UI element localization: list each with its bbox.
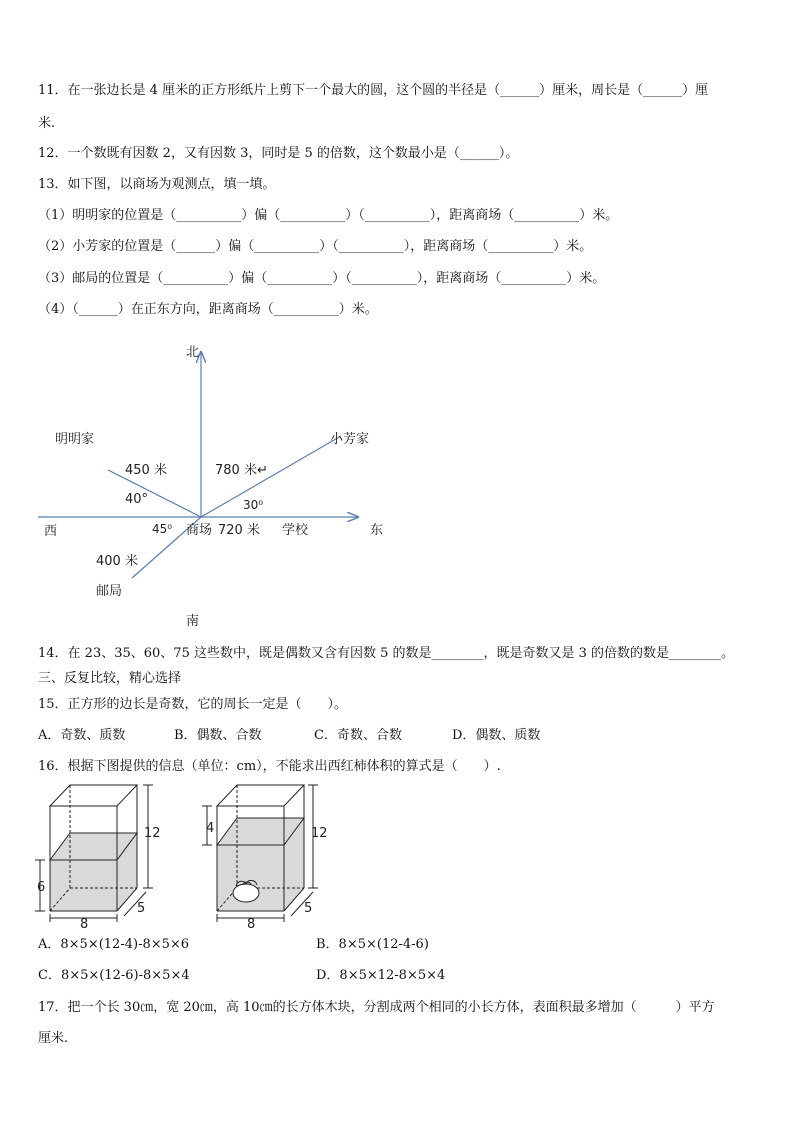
label-d-school: 720 米 — [218, 523, 260, 538]
label-north: 北 — [186, 345, 200, 360]
fig1-water: 6 — [37, 880, 46, 895]
label-d-xiaofang: 780 米↵ — [215, 463, 268, 478]
q16-option-b[interactable]: B．8×5×(12-4-6) — [316, 937, 429, 952]
q14-text: 14．在 23、35、60、75 这些数中，既是偶数又含有因数 5 的数是________，既是奇数又是 3 的倍数的数是________。 — [38, 646, 735, 661]
q11-line1: 11．在一张边长是 4 厘米的正方形纸片上剪下一个最大的圆，这个圆的半径是（______）厘米，周长是（______）厘 — [38, 83, 709, 98]
fig1-width: 8 — [80, 917, 89, 932]
q15-option-d[interactable]: D．偶数、质数 — [452, 728, 541, 743]
label-mall: 商场 — [186, 523, 213, 538]
label-post: 邮局 — [96, 584, 123, 599]
fig2-depth: 5 — [304, 901, 313, 916]
q17-line2: 厘米. — [38, 1031, 69, 1046]
figure-1-cuboid — [35, 785, 161, 932]
q15-stem: 15．正方形的边长是奇数，它的周长一定是（ ）。 — [38, 697, 348, 712]
q11-line2: 米. — [38, 116, 56, 131]
label-west: 西 — [44, 524, 58, 539]
q16-options-row2 — [38, 967, 445, 985]
label-xiaofang: 小芳家 — [330, 432, 370, 447]
section3-title: 三、反复比较，精心选择 — [38, 671, 182, 686]
label-d-mingming: 450 米 — [125, 463, 167, 478]
q12-text: 12．一个数既有因数 2，又有因数 3，同时是 5 的倍数，这个数最小是（______）。 — [38, 146, 519, 161]
label-south: 南 — [186, 614, 200, 629]
q15-option-c[interactable]: C．奇数、合数 — [314, 728, 402, 743]
label-a45: 45⁰ — [152, 522, 173, 536]
q13-sub1: （1）明明家的位置是（__________）偏（__________）（__________），距离商场（__________）米。 — [38, 208, 619, 223]
label-school: 学校 — [282, 523, 309, 538]
fig2-height: 12 — [311, 826, 328, 841]
label-a40: 40° — [125, 492, 149, 507]
fig2-width: 8 — [247, 917, 256, 932]
q15-option-a[interactable]: A．奇数、质数 — [38, 728, 126, 743]
q16-option-d[interactable]: D．8×5×12-8×5×4 — [316, 968, 446, 983]
fig1-depth: 5 — [137, 901, 146, 916]
label-d-post: 400 米 — [96, 554, 138, 569]
q16-option-a[interactable]: A．8×5×(12-4)-8×5×6 — [38, 937, 190, 952]
label-mingming: 明明家 — [55, 432, 95, 447]
q17-line1: 17．把一个长 30㎝，宽 20㎝，高 10㎝的长方体木块，分割成两个相同的小长方体，表面积最多增加（ ）平方 — [38, 1000, 715, 1015]
fig2-gap: 4 — [206, 821, 215, 836]
q16-options-row1 — [38, 936, 429, 954]
q13-sub3: （3）邮局的位置是（__________）偏（__________）（__________），距离商场（__________）米。 — [38, 271, 606, 286]
q16-stem: 16．根据下图提供的信息（单位：cm），不能求出西红柿体积的算式是（ ）. — [38, 759, 501, 774]
q13-sub2: （2）小芳家的位置是（______）偏（__________）（__________），距离商场（__________）米。 — [38, 239, 593, 254]
q16-option-c[interactable]: C．8×5×(12-6)-8×5×4 — [38, 968, 190, 983]
label-east: 东 — [370, 523, 384, 538]
q15-option-b[interactable]: B．偶数、合数 — [174, 728, 262, 743]
figure-2-cuboid — [202, 785, 328, 932]
label-a30: 30⁰ — [243, 498, 264, 512]
q13-sub4: （4）（______）在正东方向，距离商场（__________）米。 — [38, 302, 378, 317]
q13-stem: 13．如下图，以商场为观测点，填一填。 — [38, 177, 276, 192]
fig1-height: 12 — [144, 826, 161, 841]
